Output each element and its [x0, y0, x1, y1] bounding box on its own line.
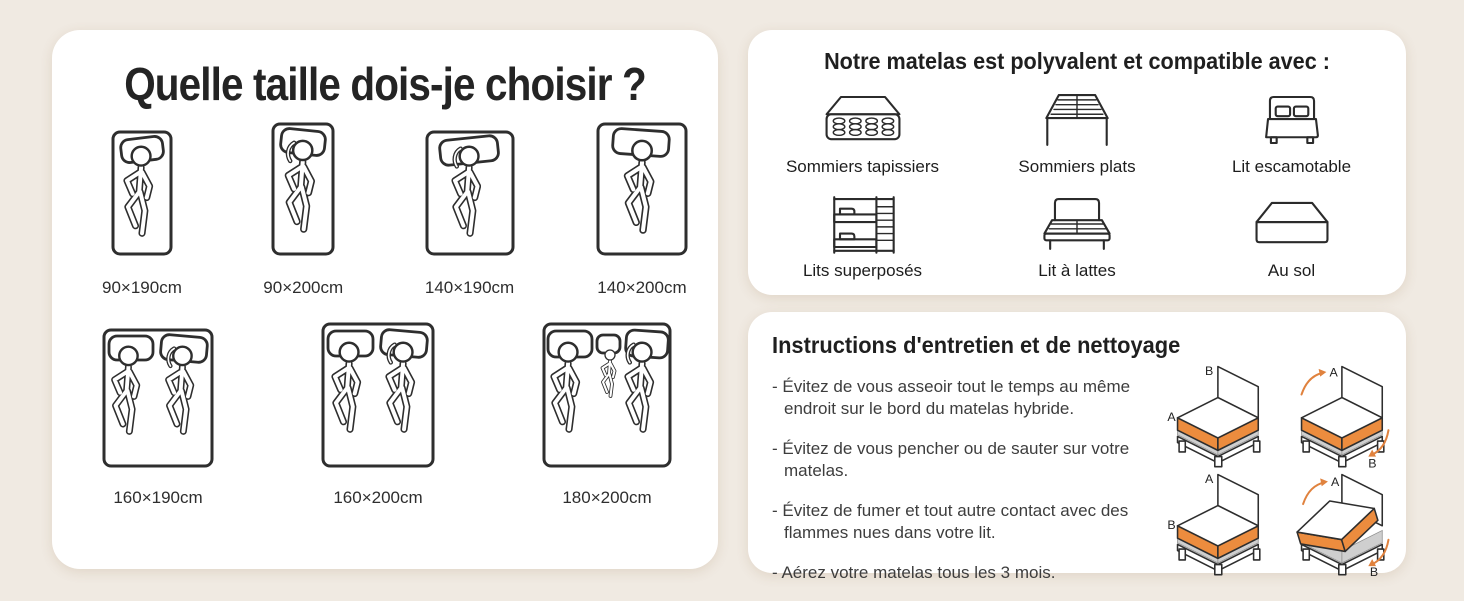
size-row-top — [52, 132, 718, 298]
mattress-160x200-icon — [321, 322, 435, 468]
mattress-180x200-icon — [542, 322, 672, 468]
size-item-90x190 — [102, 130, 182, 298]
floor-mattress-icon — [1246, 193, 1338, 255]
compat-item-murphy-bed — [1192, 89, 1392, 177]
size-item-140x200 — [596, 122, 688, 298]
size-item-180x200 — [542, 322, 672, 508]
care-title: Instructions d'entretien et de nettoyage — [772, 332, 1181, 358]
size-item-160x200 — [321, 322, 435, 508]
compatibility-card — [748, 30, 1406, 295]
mattress-140x200-icon — [596, 122, 688, 256]
care-bullet: - Évitez de vous asseoir tout le temps au même endroit sur le bord du matelas hybride. — [772, 377, 1131, 419]
size-label: 140×200cm — [597, 278, 687, 298]
size-item-90x200 — [263, 122, 343, 298]
svg-text:B: B — [1204, 365, 1214, 379]
compat-item-flat-base — [977, 89, 1177, 177]
svg-text:A: A — [1329, 365, 1338, 380]
box-spring-icon — [817, 89, 909, 151]
size-guide-card — [52, 30, 718, 569]
size-item-140x190 — [425, 130, 515, 298]
compat-item-floor — [1192, 193, 1392, 281]
size-guide-title: Quelle taille dois-je choisir ? — [124, 58, 646, 110]
care-body — [748, 367, 1406, 601]
bunk-bed-icon — [817, 193, 909, 255]
mattress-160x190-icon — [102, 328, 214, 468]
compat-label: Au sol — [1267, 261, 1316, 280]
compat-item-slatted-bed — [977, 193, 1177, 281]
mattress-140x190-icon — [425, 130, 515, 256]
compat-item-box-spring — [763, 89, 963, 177]
svg-text:B: B — [1369, 565, 1379, 577]
care-bullet: - Évitez de vous pencher ou de sauter sur votre matelas. — [772, 438, 1130, 481]
compatibility-row-1 — [748, 89, 1406, 177]
size-label: 160×190cm — [113, 488, 203, 508]
compat-label: Sommiers tapissiers — [785, 157, 940, 176]
care-diagrams — [1160, 365, 1406, 601]
size-label: 180×200cm — [562, 488, 652, 508]
svg-text:B: B — [1368, 456, 1377, 469]
compatibility-title: Notre matelas est polyvalent et compatible avec : — [824, 48, 1330, 74]
care-bullet: - Aérez votre matelas tous les 3 mois. — [772, 562, 1056, 582]
size-item-160x190 — [102, 328, 214, 508]
flat-slat-base-icon — [1031, 89, 1123, 151]
care-card — [748, 312, 1406, 582]
mattress-90x190-icon — [111, 130, 173, 256]
svg-text:A: A — [1167, 409, 1176, 424]
size-label: 90×190cm — [102, 278, 182, 298]
murphy-bed-icon — [1246, 89, 1338, 151]
size-row-bottom — [52, 338, 718, 508]
compatibility-row-2 — [748, 193, 1406, 281]
size-label: 90×200cm — [263, 278, 344, 298]
compat-label: Lits superposés — [802, 261, 923, 280]
svg-text:A: A — [1331, 475, 1340, 490]
compat-label: Lit escamotable — [1231, 157, 1352, 176]
bed-flip-before-icon — [1160, 473, 1282, 577]
svg-text:B: B — [1167, 517, 1176, 532]
size-label: 140×190cm — [424, 278, 515, 298]
slatted-bed-icon — [1031, 193, 1123, 255]
svg-text:A: A — [1204, 473, 1214, 487]
mattress-90x200-icon — [271, 122, 335, 256]
bed-rotate-before-icon — [1160, 365, 1282, 469]
bed-rotate-after-icon — [1284, 365, 1406, 469]
compat-item-bunk-bed — [763, 193, 963, 281]
size-label: 160×200cm — [333, 488, 423, 508]
care-bullet: - Évitez de fumer et tout autre contact avec des flammes nues dans votre lit. — [772, 500, 1129, 543]
compat-label: Sommiers plats — [1018, 157, 1136, 176]
bed-flip-after-icon — [1284, 473, 1406, 577]
compat-label: Lit à lattes — [1038, 261, 1116, 280]
care-bullet-list — [772, 367, 1158, 601]
